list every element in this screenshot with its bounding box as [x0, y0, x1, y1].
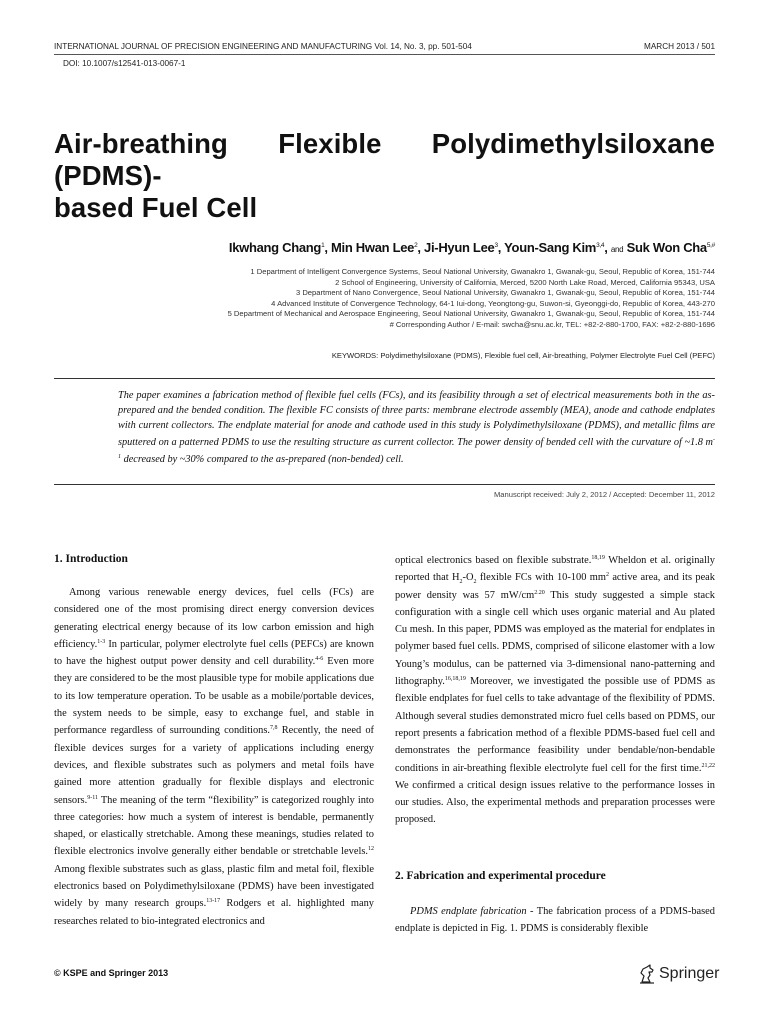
doi: DOI: 10.1007/s12541-013-0067-1 [63, 59, 186, 68]
author-list: Ikwhang Chang$^1$, Min Hwan Lee$^2$, Ji-Hyun Lee$^3$, Youn-Sang Kim$^{3,4}$, and Suk Won Cha$^{5,\#}$ [228, 240, 715, 255]
author-name: Suk Won Cha [626, 240, 707, 255]
section-heading-introduction: 1. Introduction [54, 553, 128, 565]
author-name: Ikwhang Chang [228, 240, 322, 255]
keywords: KEYWORDS: Polydimethylsiloxane (PDMS), Flexible fuel cell, Air-breathing, Polymer Electrolyte Fuel Cell (PEFC) [331, 351, 715, 360]
manuscript-dates: Manuscript received: July 2, 2012 / Accepted: December 11, 2012 [493, 490, 715, 499]
issue-page: MARCH 2013 / 501 [644, 42, 715, 51]
author-and: and [610, 245, 624, 254]
title-line-2: based Fuel Cell [54, 192, 258, 223]
intro-paragraph-continued: optical electronics based on flexible substrate.$^{18,19}$ Wheldon et al. originally reported that $H_2-O_2$ flexible FCs with 10-100 $mm^2$ active area, and its peak power density was 57 $mW/cm^{2.20}$ This study suggested a simple stack configuration with a single cell which uses organic material and Au plated Cu mesh. In this paper, PDMS was employed as the material for endplates in polymer based fuel cells. PDMS, comprised of silicone elastomer with a low Young’s modulus, can be patterned via 3-dimensional nano-patterning and lithography.$^{16,18,19}$ Moreover, we investigated the possible use of PDMS as flexible endplates for fuel cells to take advantage of the flexibility of PDMS. Although several studies demonstrated micro fuel cells based on PDMS, our report presents a fabrication method of a flexible PDMS-based fuel cell and demonstrates the performance feasibility under bendable/non-bendable conditions in air-breathing flexible electrolyte fuel cell for the first time.$^{21,22}$ We confirmed a critical design issues relative to the performance losses in our studies. Also, the experimental methods and preparation processes were proposed. [395, 555, 715, 826]
affiliation: 5 Department of Mechanical and Aerospace Engineering, Seoul National University, Gwanakro 1, Gwanak-gu, Seoul, Republic of Korea, 151-744 [227, 309, 715, 319]
section-heading-fabrication: 2. Fabrication and experimental procedure [395, 870, 606, 882]
affiliation: 4 Advanced Institute of Convergence Technology, 64-1 Iui-dong, Yeongtong-gu, Suwon-si, Gyeonggi-do, Republic of Korea, 443-270 [271, 298, 715, 308]
publisher-name: Springer [659, 965, 720, 982]
copyright: © KSPE and Springer 2013 [54, 968, 169, 978]
abstract-bottom-rule [54, 484, 715, 485]
affiliation: 3 Department of Nano Convergence, Seoul National University, Gwanakro 1, Gwanak-gu, Seoul, Republic of Korea, 151-744 [295, 288, 715, 298]
affiliations [115, 267, 715, 331]
abstract: The paper examines a fabrication method of flexible fuel cells (FCs), and its feasibility through a set of electrical measurements both in the as-prepared and the bended condition. The flexible FC consists of three parts: membrane electrode assembly (MEA), anode and cathode endplates with current collectors. The endplate material for anode and cathode used in this study is Polydimethylsiloxane (PDMS), and metallic films are sputtered on a patterned PDMS to use the resulting structure as current collector. The power density of bended cell with the curvature of ~1.8 $m^{-1}$ decreased by ~30% compared to the as-prepared (non-bended) cell. [118, 390, 715, 465]
author-name: Min Hwan Lee [331, 240, 415, 255]
corresponding-author: # Corresponding Author / E-mail: swcha@snu.ac.kr, TEL: +82-2-880-1700, FAX: +82-2-880-1696 [389, 319, 715, 329]
header-rule [54, 54, 715, 55]
author-name: Ji-Hyun Lee [424, 240, 495, 255]
intro-paragraph: Among various renewable energy devices, fuel cells (FCs) are considered one of the most promising direct energy conversion devices generating electrical energy because of its low carbon emission and high efficiency.$^{1-3}$ In particular, polymer electrolyte fuel cells (PEFCs) are known to have the highest output power density and cell durability.$^{4-6}$ Even more they are considered to be the most plausible type for mobile applications due to its low temperature operation. To be usable as a mobile/portable devices, the system needs to be simple, easy to exchange fuel, and stable in performance regardless of surrounding conditions.$^{7,8}$ Recently, the need of flexible devices surges for a variety of applications including energy devices, and flexible substrates such as polymers and metal foils have gained more attention gradually for flexible displays and electronic sensors.$^{9-11}$ The meaning of the term “flexibility” is categorized roughly into three categories: how much a system of interest is bendable, permanently shaped, or elastically stretchable. Among these meanings, studies related to flexible electronics involve generally either bendable or stretchable levels.$^{12}$ Among flexible substrates such as glass, plastic film and metal foil, flexible electronics based on Polydimethylsiloxane (PDMS) have been investigated widely by many research groups.$^{13-17}$ Rodgers et al. highlighted many researches related to bio-integrated electronics and [54, 587, 374, 927]
journal-header: INTERNATIONAL JOURNAL OF PRECISION ENGINEERING AND MANUFACTURING Vol. 14, No. 3, pp. 501-504 [54, 42, 472, 51]
author-name: Youn-Sang Kim [504, 240, 597, 255]
fabrication-paragraph: PDMS endplate fabrication - The fabrication process of a PDMS-based endplate is depicted in Fig. 1. PDMS is considerably flexible [395, 906, 715, 935]
abstract-top-rule [54, 378, 715, 379]
title-line-1: Air-breathing Flexible Polydimethylsiloxane (PDMS)- [54, 128, 715, 191]
affiliation: 2 School of Engineering, University of California, Merced, 5200 North Lake Road, Merced, California 95343, USA [335, 277, 715, 287]
affiliation: 1 Department of Intelligent Convergence Systems, Seoul National University, Gwanakro 1, Gwanak-gu, Seoul, Republic of Korea, 151-744 [250, 267, 715, 276]
springer-horse-icon [638, 964, 656, 984]
springer-logo [638, 964, 719, 984]
paper-title [54, 128, 715, 224]
